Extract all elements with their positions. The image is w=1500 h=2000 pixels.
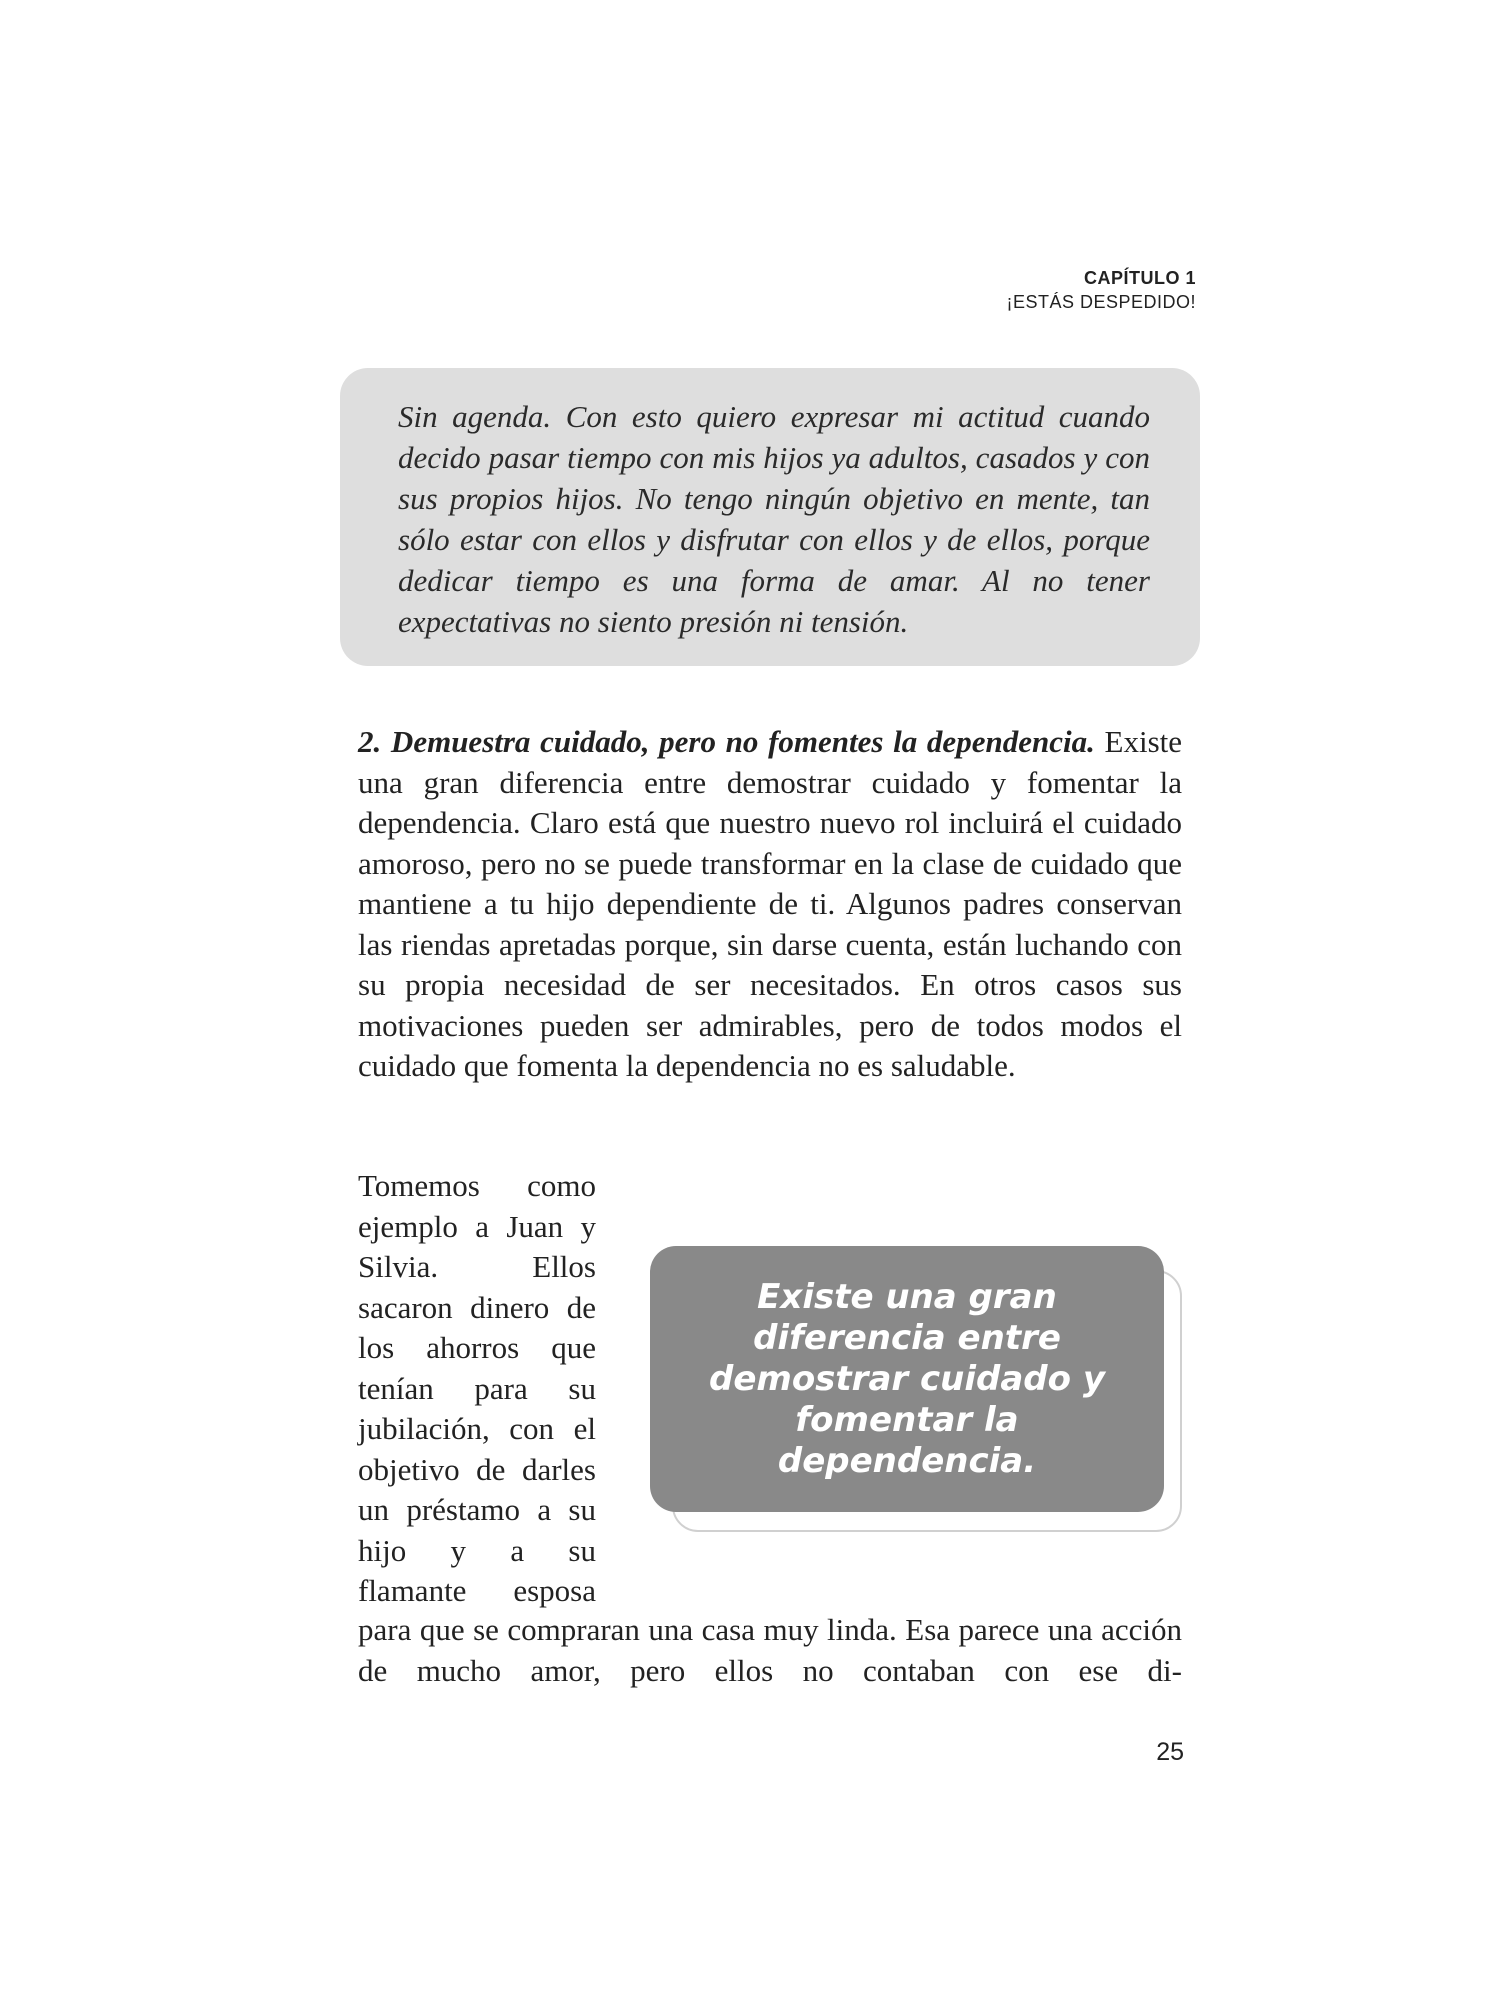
page-number: 25	[1156, 1738, 1184, 1766]
highlight-quote-box	[340, 368, 1200, 666]
section-body	[358, 722, 1182, 1087]
chapter-label: CAPÍTULO 1	[1083, 268, 1196, 288]
narrow-column-paragraph	[358, 1166, 596, 1612]
pull-quote	[650, 1246, 1164, 1512]
highlight-quote-text: Sin agenda. Con esto quiero expresar mi actitud cuando decido pasar tiempo con mis hijos ya adultos, casados y con sus propios hijos. No tengo ningún objetivo en mente, tan sólo estar con ellos y disfrutar con ellos y de ellos, porque dedicar tiempo es una forma de amar. Al no tener expectativas no siento presión ni tensión.	[398, 399, 1150, 639]
continued-paragraph	[358, 1610, 1182, 1691]
continued-text: para que se compraran una casa muy linda. Esa parece una acción de mucho amor, pero ellos no contaban con ese di-	[358, 1612, 1182, 1688]
section-paragraph: Existe una gran diferencia entre demostrar cuidado y fomentar la dependencia. Claro está que nuestro nuevo rol incluirá el cuidado amoroso, pero no se puede transformar en la clase de cuidado que mantiene a tu hijo dependiente de ti. Algunos padres conservan las riendas apretadas porque, sin darse cuenta, están luchando con su propia necesidad de ser necesitados. En otros casos sus motivaciones pueden ser admirables, pero de todos modos el cuidado que fomenta la dependencia no es saludable.	[358, 724, 1183, 1083]
section-heading: 2. Demuestra cuidado, pero no fomentes la dependencia.	[358, 724, 1095, 759]
narrow-column-text: Tomemos como ejemplo a Juan y Silvia. Ellos sacaron dinero de los ahorros que tenían para su jubilación, con el objetivo de darles un préstamo a su hijo y a su flamante esposa	[358, 1168, 596, 1608]
chapter-title: ¡ESTÁS DESPEDIDO!	[1006, 292, 1196, 312]
running-head	[1006, 266, 1196, 314]
pull-quote-text: Existe una gran diferencia entre demostrar cuidado y fomentar la dependencia.	[709, 1276, 1105, 1481]
